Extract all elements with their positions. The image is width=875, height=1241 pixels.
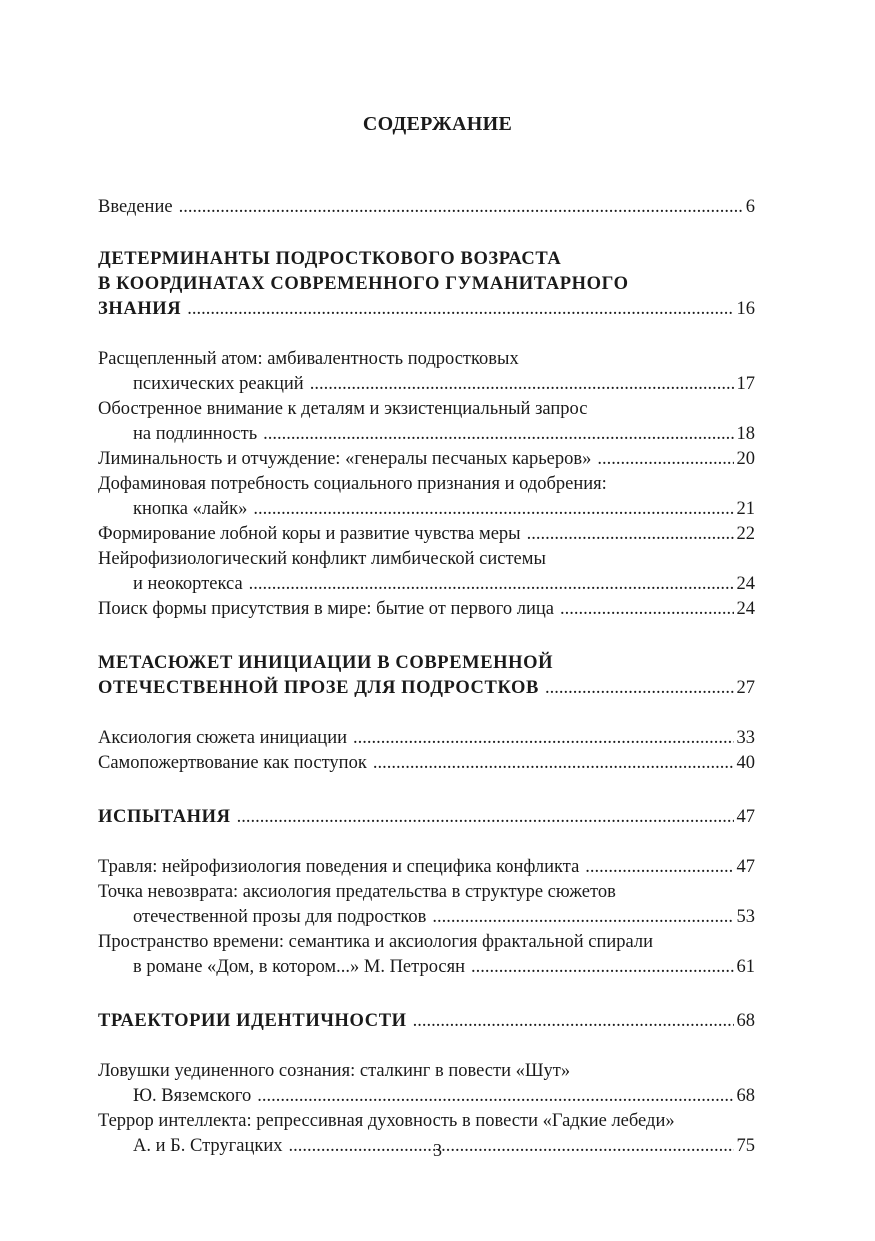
spacer [98, 776, 755, 805]
toc-page-number: 47 [736, 807, 755, 827]
toc-heading-line [98, 651, 755, 676]
page-number: 3 [433, 1140, 442, 1160]
dot-leader [253, 497, 733, 522]
dot-leader [432, 905, 733, 930]
toc-entry-text: Точка невозврата: аксиология предательства в структуре сюжетов [98, 882, 616, 902]
toc-entry-text: Введение [98, 197, 173, 217]
toc-heading-text: ТРАЕКТОРИИ ИДЕНТИЧНОСТИ [98, 1011, 407, 1031]
toc-entry-line [98, 472, 755, 497]
toc-entry-text: Формирование лобной коры и развитие чувства меры [98, 524, 521, 544]
toc-entry-text: Расщепленный атом: амбивалентность подростковых [98, 349, 519, 369]
toc-entry-text: Террор интеллекта: репрессивная духовность в повести «Гадкие лебеди» [98, 1111, 675, 1131]
toc-entry-line [98, 1084, 755, 1109]
toc-entry-text: Лиминальность и отчуждение: «генералы песчаных карьеров» [98, 449, 592, 469]
toc-page-number: 33 [736, 728, 755, 748]
toc-heading-line [98, 247, 755, 272]
dot-leader [545, 676, 734, 701]
toc-entry-line [98, 422, 755, 447]
toc-page-number: 18 [736, 424, 755, 444]
spacer [98, 830, 755, 855]
toc-entry[interactable] [98, 1059, 755, 1109]
toc-page-number: 75 [736, 1136, 755, 1156]
toc-entry[interactable] [98, 472, 755, 522]
toc-page-number: 24 [736, 574, 755, 594]
toc-entry-line [98, 855, 755, 880]
toc-page-number: 40 [736, 753, 755, 773]
spacer [98, 701, 755, 726]
dot-leader [353, 726, 734, 751]
toc-page-number: 68 [736, 1011, 755, 1031]
toc-heading-line [98, 297, 755, 322]
toc-page-number: 17 [736, 374, 755, 394]
toc-entry-text: А. и Б. Стругацких [133, 1136, 283, 1156]
toc-part-heading[interactable] [98, 805, 755, 830]
dot-leader [560, 597, 734, 622]
toc-entry[interactable] [98, 447, 755, 472]
toc-heading-line [98, 272, 755, 297]
toc-page-number: 22 [736, 524, 755, 544]
toc-entry[interactable] [98, 726, 755, 751]
dot-leader [310, 372, 734, 397]
toc-entry-text: отечественной прозы для подростков [133, 907, 427, 927]
dot-leader [179, 195, 743, 220]
toc-entry[interactable] [98, 597, 755, 622]
toc-entry-line [98, 1109, 755, 1134]
toc-entry-line [98, 880, 755, 905]
toc-part-heading[interactable] [98, 651, 755, 701]
dot-leader [249, 572, 734, 597]
dot-leader [471, 955, 733, 980]
dot-leader [527, 522, 734, 547]
toc-entry-line [98, 347, 755, 372]
dot-leader [373, 751, 734, 776]
dot-leader [187, 297, 733, 322]
dot-leader [585, 855, 733, 880]
toc-entry[interactable] [98, 855, 755, 880]
toc-entry-text: в романе «Дом, в котором...» М. Петросян [133, 957, 466, 977]
dot-leader [237, 805, 734, 830]
toc-heading-text: ИСПЫТАНИЯ [98, 807, 231, 827]
table-of-contents [98, 195, 755, 1159]
toc-entry-text: Обостренное внимание к деталям и экзистенциальный запрос [98, 399, 588, 419]
toc-entry-line [98, 930, 755, 955]
toc-entry-line [98, 905, 755, 930]
spacer [98, 1034, 755, 1059]
page-title: СОДЕРЖАНИЕ [362, 113, 513, 135]
toc-entry-text: Нейрофизиологический конфликт лимбической системы [98, 549, 546, 569]
toc-page-number: 47 [736, 857, 755, 877]
toc-heading-text: В КООРДИНАТАХ СОВРЕМЕННОГО ГУМАНИТАРНОГО [98, 274, 629, 294]
toc-entry-line [98, 195, 755, 220]
toc-page-number: 61 [736, 957, 755, 977]
toc-entry-line [98, 751, 755, 776]
toc-entry-text: Травля: нейрофизиология поведения и специфика конфликта [98, 857, 580, 877]
toc-heading-text: МЕТАСЮЖЕТ ИНИЦИАЦИИ В СОВРЕМЕННОЙ [98, 653, 554, 673]
toc-entry-line [98, 1059, 755, 1084]
toc-heading-line [98, 676, 755, 701]
toc-page-number: 21 [736, 499, 755, 519]
toc-page-number: 68 [736, 1086, 755, 1106]
toc-heading-text: ЗНАНИЯ [98, 299, 182, 319]
toc-page-number: 6 [745, 197, 755, 217]
toc-entry-text: на подлинность [133, 424, 258, 444]
toc-entry[interactable] [98, 347, 755, 397]
dot-leader [597, 447, 733, 472]
toc-entry-text: Пространство времени: семантика и аксиология фрактальной спирали [98, 932, 654, 952]
toc-page-number: 16 [736, 299, 755, 319]
toc-heading-line [98, 1009, 755, 1034]
toc-entry-line [98, 572, 755, 597]
toc-entry[interactable] [98, 547, 755, 597]
dot-leader [257, 1084, 733, 1109]
spacer [98, 220, 755, 247]
toc-entry-text: Ю. Вяземского [133, 1086, 252, 1106]
toc-page-number: 27 [736, 678, 755, 698]
toc-entry[interactable] [98, 522, 755, 547]
toc-entry-line [98, 597, 755, 622]
toc-entry-text: Самопожертвование как поступок [98, 753, 367, 773]
toc-entry-text: Дофаминовая потребность социального признания и одобрения: [98, 474, 607, 494]
toc-part-heading[interactable] [98, 1009, 755, 1034]
toc-entry-line [98, 726, 755, 751]
toc-page-number: 24 [736, 599, 755, 619]
toc-heading-line [98, 805, 755, 830]
toc-entry-text: психических реакций [133, 374, 304, 394]
toc-entry-line [98, 397, 755, 422]
toc-heading-text: ОТЕЧЕСТВЕННОЙ ПРОЗЕ ДЛЯ ПОДРОСТКОВ [98, 678, 539, 698]
dot-leader [413, 1009, 734, 1034]
toc-page-number: 20 [736, 449, 755, 469]
toc-heading-text: ДЕТЕРМИНАНТЫ ПОДРОСТКОВОГО ВОЗРАСТА [98, 249, 562, 269]
toc-entry-line [98, 447, 755, 472]
dot-leader [263, 422, 733, 447]
spacer [98, 980, 755, 1009]
toc-entry[interactable] [98, 880, 755, 930]
toc-intro[interactable] [98, 195, 755, 220]
toc-entry-text: и неокортекса [133, 574, 243, 594]
toc-entry-text: кнопка «лайк» [133, 499, 248, 519]
toc-entry-text: Ловушки уединенного сознания: сталкинг в повести «Шут» [98, 1061, 571, 1081]
toc-entry-line [98, 372, 755, 397]
toc-entry-text: Аксиология сюжета инициации [98, 728, 347, 748]
toc-entry[interactable] [98, 397, 755, 447]
toc-entry-text: Поиск формы присутствия в мире: бытие от первого лица [98, 599, 554, 619]
toc-page-number: 53 [736, 907, 755, 927]
spacer [98, 322, 755, 347]
toc-entry-line [98, 522, 755, 547]
toc-entry-line [98, 547, 755, 572]
toc-part-heading[interactable] [98, 247, 755, 322]
toc-entry-line [98, 497, 755, 522]
spacer [98, 622, 755, 651]
toc-entry[interactable] [98, 751, 755, 776]
toc-entry-line [98, 955, 755, 980]
toc-entry[interactable] [98, 930, 755, 980]
